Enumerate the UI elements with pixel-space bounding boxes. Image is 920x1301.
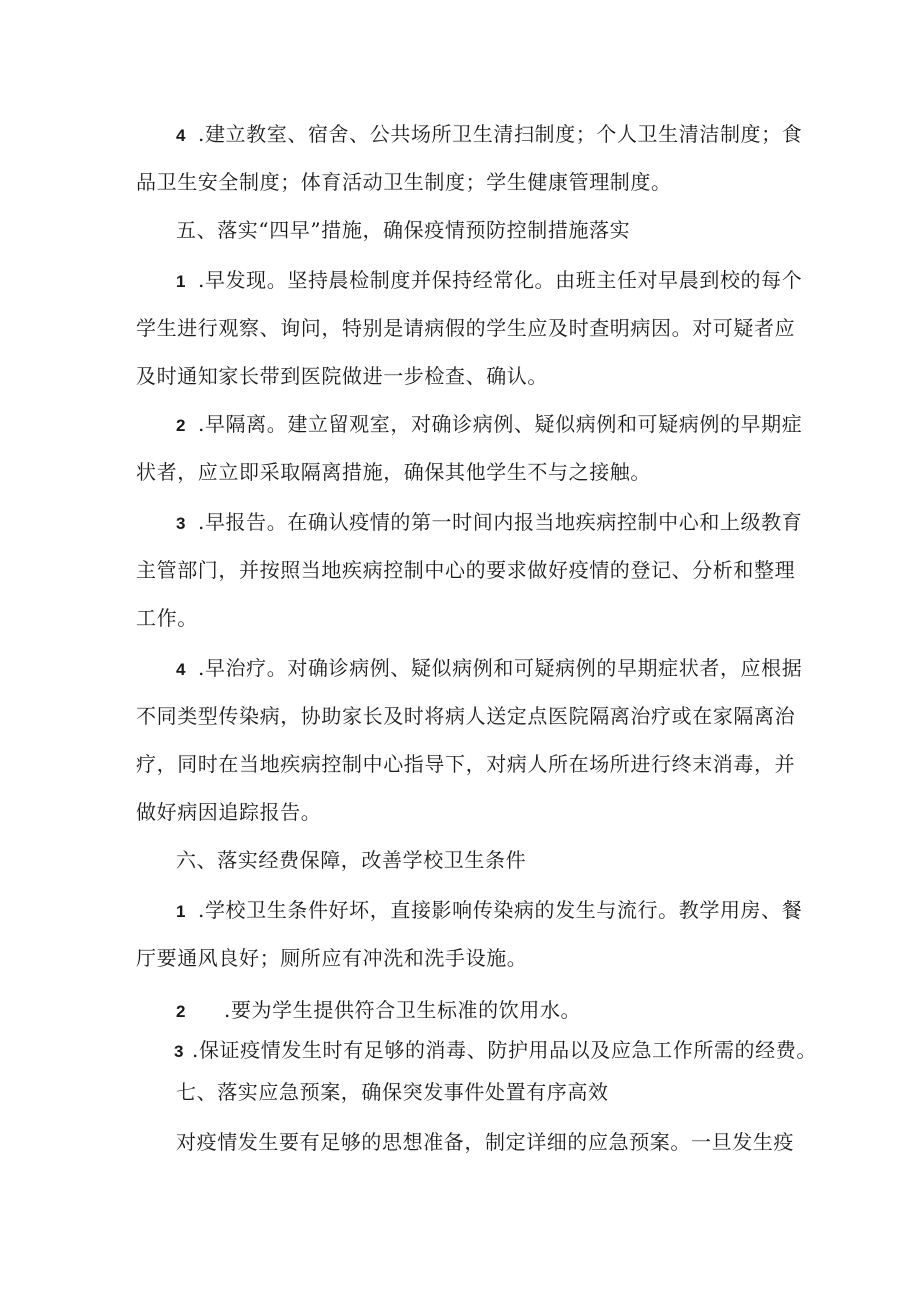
item-number: 4 xyxy=(176,126,187,145)
item-text: .建立教室、宿舍、公共场所卫生清扫制度；个人卫生清洁制度；食 xyxy=(198,122,803,146)
paragraph-line: 不同类型传染病，协助家长及时将病人送定点医院隔离治疗或在家隔离治 xyxy=(136,704,796,728)
item-number: 3 xyxy=(176,514,187,533)
section-heading-6: 六、落实经费保障，改善学校卫生条件 xyxy=(176,848,527,872)
item-number: 1 xyxy=(176,272,187,291)
paragraph-line: 状者，应立即采取隔离措施，确保其他学生不与之接触。 xyxy=(136,460,651,484)
item-text: .早报告。在确认疫情的第一时间内报当地疾病控制中心和上级教育 xyxy=(198,510,803,534)
paragraph-line: 对疫情发生要有足够的思想准备，制定详细的应急预案。一旦发生疫 xyxy=(176,1130,794,1154)
item-text: .保证疫情发生时有足够的消毒、防护用品以及应急工作所需的经费。 xyxy=(192,1038,817,1062)
paragraph-line: 疗，同时在当地疾病控制中心指导下，对病人所在场所进行终末消毒，并 xyxy=(136,752,796,776)
item-number: 4 xyxy=(176,660,187,679)
item-number: 2 xyxy=(176,1002,187,1021)
item-text: .早隔离。建立留观室，对确诊病例、疑似病例和可疑病例的早期症 xyxy=(198,412,803,436)
list-item-4-line1 xyxy=(176,120,802,150)
section-heading-7: 七、落实应急预案，确保突发事件处置有序高效 xyxy=(176,1080,609,1104)
paragraph-line: 学生进行观察、询问，特别是请病假的学生应及时查明病因。对可疑者应 xyxy=(136,316,796,340)
list-item-4-line1 xyxy=(176,654,802,684)
list-item-2-line1 xyxy=(176,410,802,440)
section-heading-5: 五、落实“四早”措施，确保疫情预防控制措施落实 xyxy=(176,218,631,242)
list-item-1-line1 xyxy=(176,896,802,926)
list-item-3-line1 xyxy=(174,1036,817,1066)
paragraph-line: 厅要通风良好；厕所应有冲洗和洗手设施。 xyxy=(136,946,528,970)
item-number: 2 xyxy=(176,416,187,435)
list-item-1-line1 xyxy=(176,266,802,296)
item-text: .早发现。坚持晨检制度并保持经常化。由班主任对早晨到校的每个 xyxy=(198,268,803,292)
list-item-2-line1 xyxy=(176,996,581,1026)
list-item-3-line1 xyxy=(176,508,802,538)
item-text: .要为学生提供符合卫生标准的饮用水。 xyxy=(224,998,582,1022)
item-number: 3 xyxy=(174,1042,185,1061)
paragraph-line: 做好病因追踪报告。 xyxy=(136,800,322,824)
paragraph-line: 品卫生安全制度；体育活动卫生制度；学生健康管理制度。 xyxy=(136,170,672,194)
paragraph-line: 及时通知家长带到医院做进一步检查、确认。 xyxy=(136,364,548,388)
paragraph-line: 主管部门，并按照当地疾病控制中心的要求做好疫情的登记、分析和整理 xyxy=(136,558,796,582)
paragraph-line: 工作。 xyxy=(136,606,198,630)
item-text: .早治疗。对确诊病例、疑似病例和可疑病例的早期症状者，应根据 xyxy=(198,656,803,680)
item-text: .学校卫生条件好坏，直接影响传染病的发生与流行。教学用房、餐 xyxy=(198,898,803,922)
item-number: 1 xyxy=(176,902,187,921)
